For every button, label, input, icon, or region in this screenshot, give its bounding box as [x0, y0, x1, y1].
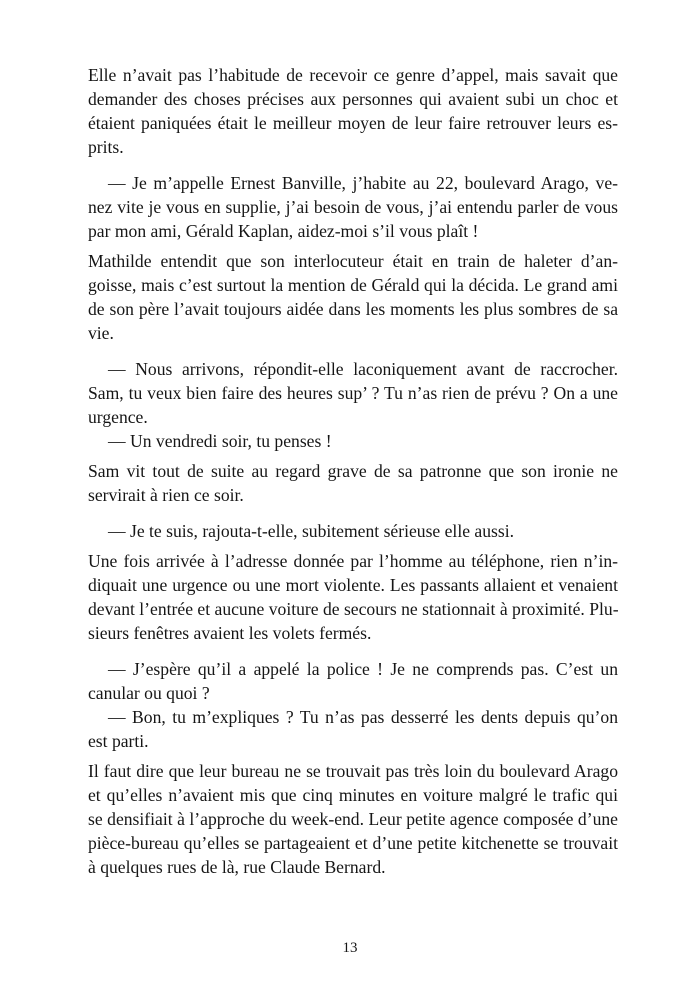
paragraph: [88, 459, 618, 507]
page-body: [88, 63, 618, 879]
text-line: servirait à rien ce soir.: [88, 485, 244, 505]
text-line: prits.: [88, 137, 124, 157]
text-line: sieurs fenêtres avaient les volets fermés.: [88, 623, 372, 643]
paragraph: [88, 549, 618, 645]
text-line: est parti.: [88, 731, 149, 751]
text-line: vie.: [88, 323, 114, 343]
text-line: Mathilde entendit que son interlocuteur était en train de haleter d’an-: [88, 251, 618, 271]
text-line: devant l’entrée et aucune voiture de secours ne stationnait à proximité. Plu-: [88, 599, 619, 619]
text-line: — Je m’appelle Ernest Banville, j’habite au 22, boulevard Arago, ve-: [108, 173, 618, 193]
text-line: étaient paniquées était le meilleur moyen de leur faire retrouver leurs es-: [88, 113, 618, 133]
text-line: Il faut dire que leur bureau ne se trouvait pas très loin du boulevard Arago: [88, 761, 618, 781]
text-line: goisse, mais c’est surtout la mention de Gérald qui la décida. Le grand ami: [88, 275, 618, 295]
text-line: de son père l’avait toujours aidée dans les moments les plus sombres de sa: [88, 299, 618, 319]
page-number: 13: [342, 940, 358, 956]
text-line: et qu’elles n’avaient mis que cinq minutes en voiture malgré le trafic qui: [88, 785, 618, 805]
text-line: — J’espère qu’il a appelé la police ! Je ne comprends pas. C’est un: [108, 659, 618, 679]
text-line: demander des choses précises aux personnes qui avaient subi un choc et: [88, 89, 618, 109]
text-line: urgence.: [88, 407, 148, 427]
text-line: Une fois arrivée à l’adresse donnée par l’homme au téléphone, rien n’in-: [88, 551, 618, 571]
dialogue-paragraph: [88, 429, 618, 453]
paragraph: [88, 759, 618, 879]
text-line: — Bon, tu m’expliques ? Tu n’as pas desserré les dents depuis qu’on: [108, 707, 618, 727]
text-line: Elle n’avait pas l’habitude de recevoir ce genre d’appel, mais savait que: [88, 65, 618, 85]
text-line: à quelques rues de là, rue Claude Bernard.: [88, 857, 386, 877]
text-line: par mon ami, Gérald Kaplan, aidez-moi s’il vous plaît !: [88, 221, 479, 241]
paragraph: [88, 249, 618, 345]
text-line: — Nous arrivons, répondit-elle laconiquement avant de raccrocher.: [108, 359, 618, 379]
text-line: canular ou quoi ?: [88, 683, 210, 703]
text-line: nez vite je vous en supplie, j’ai besoin de vous, j’ai entendu parler de vous: [88, 197, 618, 217]
dialogue-paragraph: [88, 657, 618, 705]
paragraph: [88, 63, 618, 159]
text-line: pièce-bureau qu’elles se partageaient et d’une petite kitchenette se trouvait: [88, 833, 618, 853]
text-line: Sam, tu veux bien faire des heures sup’ ? Tu n’as rien de prévu ? On a une: [88, 383, 618, 403]
text-line: diquait une urgence ou une mort violente. Les passants allaient et venaient: [88, 575, 618, 595]
dialogue-paragraph: [88, 171, 618, 243]
text-line: Sam vit tout de suite au regard grave de sa patronne que son ironie ne: [88, 461, 618, 481]
dialogue-paragraph: [88, 519, 618, 543]
text-line: — Je te suis, rajouta-t-elle, subitement sérieuse elle aussi.: [108, 521, 515, 541]
dialogue-paragraph: [88, 705, 618, 753]
dialogue-paragraph: [88, 357, 618, 429]
text-line: — Un vendredi soir, tu penses !: [108, 431, 332, 451]
text-line: se densifiait à l’approche du week-end. Leur petite agence composée d’une: [88, 809, 618, 829]
